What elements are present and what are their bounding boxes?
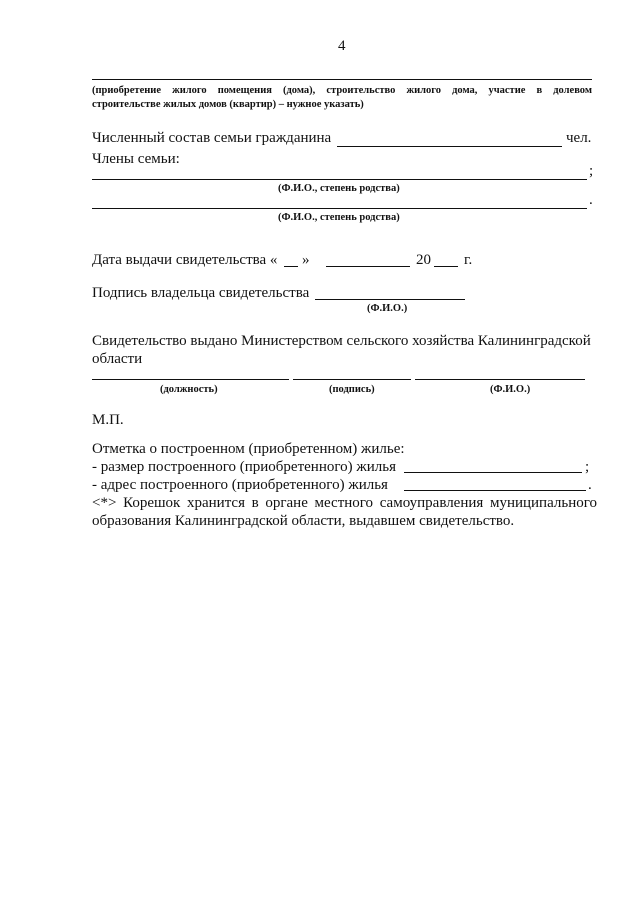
owner-signature-label: Подпись владельца свидетельства (92, 285, 310, 301)
housing-note-title: Отметка о построенном (приобретенном) жилье: (92, 441, 405, 457)
housing-address-label: - адрес построенного (приобретенного) жилья (92, 477, 388, 493)
housing-address-field[interactable] (404, 490, 586, 491)
family-composition-unit: чел. (566, 130, 592, 146)
family-member-caption-1: (Ф.И.О., степень родства) (278, 183, 400, 194)
family-member-caption-2: (Ф.И.О., степень родства) (278, 212, 400, 223)
issue-date-day-field[interactable] (284, 266, 298, 267)
family-member-end-2: . (589, 192, 593, 208)
issuer-position-field[interactable] (92, 379, 289, 380)
seal-mark: М.П. (92, 412, 124, 428)
family-member-field-2[interactable] (92, 208, 587, 209)
issued-by-line1: Свидетельство выдано Министерством сельского хозяйства Калининградской (92, 333, 591, 349)
issued-by-line2: области (92, 351, 143, 367)
issue-date-year-field[interactable] (434, 266, 458, 267)
family-member-field-1[interactable] (92, 179, 587, 180)
issue-date-close-quote: » (302, 252, 310, 268)
family-member-end-1: ; (589, 163, 594, 179)
owner-signature-caption: (Ф.И.О.) (367, 303, 408, 314)
family-composition-label: Численный состав семьи гражданина (92, 130, 332, 146)
purpose-note-line1: (приобретение жилого помещения (дома), строительство жилого дома, участие в долевом (92, 85, 592, 96)
issue-date-year-prefix: 20 (416, 252, 431, 268)
housing-size-label: - размер построенного (приобретенного) жилья (92, 459, 396, 475)
issuer-signature-caption: (подпись) (329, 384, 375, 395)
issuer-signature-field[interactable] (293, 379, 411, 380)
purpose-note-line2: строительстве жилых домов (квартир) – нужное указать) (92, 99, 364, 110)
footnote-line1: <*> Корешок хранится в органе местного самоуправления муниципального (92, 495, 597, 511)
family-composition-field[interactable] (337, 146, 562, 147)
housing-size-end: ; (585, 459, 590, 475)
issuer-position-caption: (должность) (160, 384, 218, 395)
housing-address-end: . (588, 477, 592, 493)
page-number: 4 (338, 38, 346, 54)
issuer-name-field[interactable] (415, 379, 585, 380)
issuer-name-caption: (Ф.И.О.) (490, 384, 531, 395)
owner-signature-field[interactable] (315, 299, 465, 300)
issue-date-year-suffix: г. (464, 252, 473, 268)
issue-date-label: Дата выдачи свидетельства « (92, 252, 278, 268)
purpose-line (92, 79, 592, 80)
footnote-line2: образования Калининградской области, выдавшем свидетельство. (92, 513, 515, 529)
housing-size-field[interactable] (404, 472, 582, 473)
issue-date-month-field[interactable] (326, 266, 410, 267)
family-members-label: Члены семьи: (92, 151, 180, 167)
